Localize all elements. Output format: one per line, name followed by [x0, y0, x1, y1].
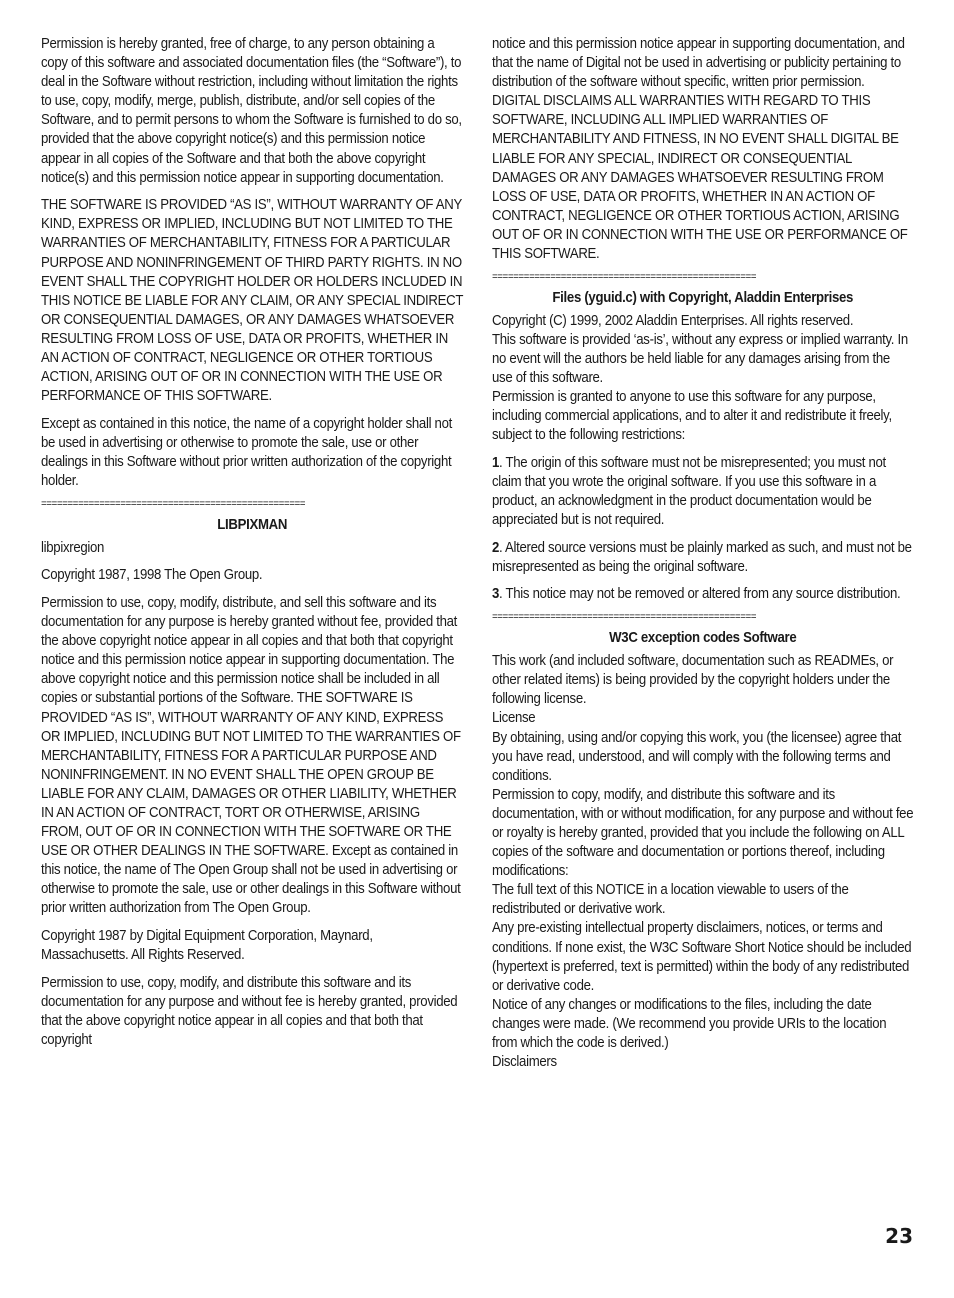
paragraph: Copyright (C) 1999, 2002 Aladdin Enterprises. All rights reserved.	[492, 311, 854, 329]
paragraph: Any pre-existing intellectual property disclaimers, notices, or terms and conditions. If none exist, the W3C Software Short Notice should be included (hypertext is preferred, text is permitted) within the body of any redistributed or derivative code.	[492, 919, 912, 994]
list-item-text: . The origin of this software must not be misrepresented; you must not claim that you wrote the original software. If you use this software in a product, an acknowledgment in the product documentation would be appreciated but is not required.	[492, 453, 886, 529]
list-item-number: 1	[492, 453, 500, 471]
paragraph: Permission to copy, modify, and distribute this software and its documentation, with or without modification, for any purpose and without fee or royalty is hereby granted, provided that you include the following on ALL copies of the software and documentation or portions thereof, including modifications:	[492, 785, 914, 880]
paragraph: This software is provided ‘as-is’, without any express or implied warranty. In no event will the authors be held liable for any damages arising from the use of this software.	[492, 330, 908, 386]
list-item	[492, 584, 914, 603]
list-item-text: . Altered source versions must be plainly marked as such, and must not be misrepresented as being the original software.	[492, 538, 912, 575]
paragraph: Permission is hereby granted, free of charge, to any person obtaining a copy of this software and associated documentation files (the “Software”), to deal in the Software without restriction, including without limitation the rights to use, copy, modify, merge, publish, distribute, and/or sell copies of the Software, and to permit persons to whom the Software is furnished to do so, provided that the above copyright notice(s) and this permission notice appear in all copies of the Software and that both the above copyright notice(s) and this permission notice appear in supporting documentation.	[41, 35, 462, 186]
section-title-w3c: W3C exception codes Software	[609, 629, 797, 647]
section-separator: ==================================================	[492, 271, 757, 284]
paragraph: Permission is granted to anyone to use this software for any purpose, including commercial applications, and to alter it and redistribute it freely, subject to the following restrictions:	[492, 388, 892, 444]
list-item-text: . This notice may not be removed or altered from any source distribution.	[499, 585, 901, 603]
paragraph: License	[492, 709, 536, 727]
paragraph: The full text of this NOTICE in a location viewable to users of the redistributed or derivative work.	[492, 881, 849, 918]
paragraph: Disclaimers	[492, 1053, 557, 1071]
right-column	[492, 34, 914, 1071]
paragraph: THE SOFTWARE IS PROVIDED “AS IS”, WITHOUT WARRANTY OF ANY KIND, EXPRESS OR IMPLIED, INCLUDING BUT NOT LIMITED TO THE WARRANTIES OF MERCHANTABILITY, FITNESS FOR A PARTICULAR PURPOSE AND NONINFRINGEMENT OF THIRD PARTY RIGHTS. IN NO EVENT SHALL THE COPYRIGHT HOLDER OR HOLDERS INCLUDED IN THIS NOTICE BE LIABLE FOR ANY CLAIM, OR ANY SPECIAL INDIRECT OR CONSEQUENTIAL DAMAGES, OR ANY DAMAGES WHATSOEVER RESULTING FROM LOSS OF USE, DATA OR PROFITS, WHETHER IN AN ACTION OF CONTRACT, NEGLIGENCE OR OTHER TORTIOUS ACTION, ARISING OUT OF OR IN CONNECTION WITH THE USE OR PERFORMANCE OF THIS SOFTWARE.	[41, 196, 463, 405]
paragraph: Permission to use, copy, modify, distribute, and sell this software and its documentation for any purpose is hereby granted without fee, provided that the above copyright notice appear in all copies and that both that copyright notice and this permission notice appear in supporting documentation. The above copyright notice and this permission notice shall be included in all copies or substantial portions of the Software. THE SOFTWARE IS PROVIDED “AS IS”, WITHOUT WARRANTY OF ANY KIND, EXPRESS OR IMPLIED, INCLUDING BUT NOT LIMITED TO THE WARRANTIES OF MERCHANTABILITY, FITNESS FOR A PARTICULAR PURPOSE AND NONINFRINGEMENT. IN NO EVENT SHALL THE OPEN GROUP BE LIABLE FOR ANY CLAIM, DAMAGES OR OTHER LIABILITY, WHETHER IN AN ACTION OF CONTRACT, TORT OR OTHERWISE, ARISING FROM, OUT OF OR IN CONNECTION WITH THE SOFTWARE OR THE USE OR OTHER DEALINGS IN THE SOFTWARE. Except as contained in this notice, the name of The Open Group shall not be used in advertising or otherwise to promote the sale, use or other dealings in this Software without prior written authorization from The Open Group.	[41, 593, 461, 917]
paragraph: Except as contained in this notice, the name of a copyright holder shall not be used in advertising or otherwise to promote the sale, use or other dealings in this Software without prior written authorization of the copyright holder.	[41, 414, 452, 490]
section-separator: ==================================================	[492, 612, 757, 625]
left-column	[41, 34, 463, 1058]
paragraph: notice and this permission notice appear in supporting documentation, and that the name of Digital not be used in advertising or publicity pertaining to distribution of the software without specific, written prior permission. DIGITAL DISCLAIMS ALL WARRANTIES WITH REGARD TO THIS SOFTWARE, INCLUDING ALL IMPLIED WARRANTIES OF MERCHANTABILITY AND FITNESS, IN NO EVENT SHALL DIGITAL BE LIABLE FOR ANY SPECIAL, INDIRECT OR CONSEQUENTIAL DAMAGES OR ANY DAMAGES WHATSOEVER RESULTING FROM LOSS OF USE, DATA OR PROFITS, WHETHER IN AN ACTION OF CONTRACT, NEGLIGENCE OR OTHER TORTIOUS ACTION, ARISING OUT OF OR IN CONNECTION WITH THE USE OR PERFORMANCE OF THIS SOFTWARE.	[492, 35, 908, 263]
list-item-number: 2	[492, 538, 500, 556]
list-item-number: 3	[492, 585, 500, 603]
paragraph: Copyright 1987, 1998 The Open Group.	[41, 566, 263, 584]
list-item	[492, 453, 914, 529]
paragraph: Permission to use, copy, modify, and distribute this software and its documentation for any purpose and without fee is hereby granted, provided that the above copyright notice appear in all copies and that both that copyright	[41, 973, 458, 1048]
section-title-libpixman: LIBPIXMAN	[217, 515, 288, 533]
paragraph: By obtaining, using and/or copying this work, you (the licensee) agree that you have read, understood, and will comply with the following terms and conditions.	[492, 728, 902, 784]
paragraph: This work (and included software, documentation such as READMEs, or other related items) is being provided by the copyright holders under the following license.	[492, 652, 894, 708]
list-item	[492, 538, 914, 576]
section-title-aladdin: Files (yguid.c) with Copyright, Aladdin Enterprises	[552, 288, 854, 306]
page-number: 23	[885, 1224, 913, 1248]
section-separator: ==================================================	[41, 498, 306, 511]
paragraph: Copyright 1987 by Digital Equipment Corporation, Maynard, Massachusetts. All Rights Reserved.	[41, 927, 373, 964]
subtitle: libpixregion	[41, 538, 105, 556]
paragraph: Notice of any changes or modifications to the files, including the date changes were made. (We recommend you provide URIs to the location from which the code is derived.)	[492, 995, 887, 1051]
